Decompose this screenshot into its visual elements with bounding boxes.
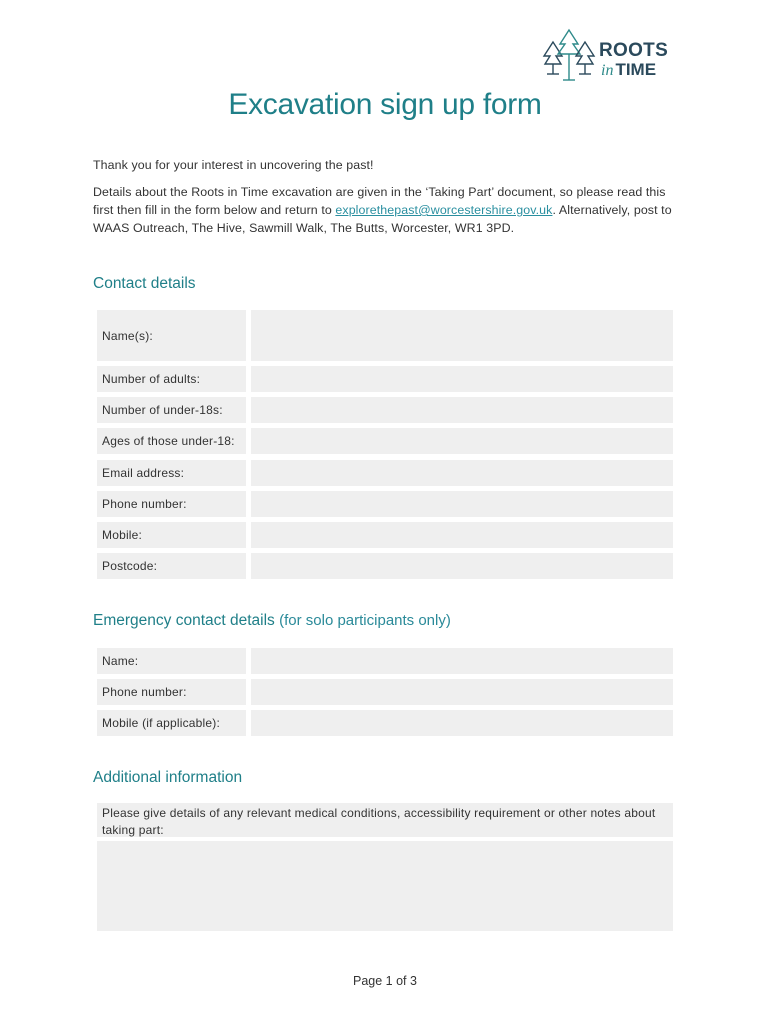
emergency-name-field[interactable] [251,648,673,674]
additional-info-prompt: Please give details of any relevant medical conditions, accessibility requirement or other notes about taking part: [97,803,673,837]
contact-row-email [97,460,673,486]
emergency-heading-text: Emergency contact details [93,612,275,629]
names-label: Name(s): [97,310,246,361]
contact-row-phone [97,491,673,517]
contact-row-ages [97,428,673,454]
logo-in-text: in [601,62,614,79]
page-title: Excavation sign up form [228,88,542,121]
intro-details-before: Details about the Roots in Time excavation are given in the ‘Taking Part’ document, so please read this first then fill in the form below and return to [93,185,666,217]
email-label: Email address: [97,460,246,486]
under18-label: Number of under-18s: [97,397,246,423]
contact-row-under18 [97,397,673,423]
logo-time-text: TIME [615,60,657,79]
page-number: Page 1 of 3 [353,974,417,988]
adults-field[interactable] [251,366,673,392]
logo-roots-text: ROOTS [599,40,669,61]
emergency-row-mobile [97,710,673,736]
contact-row-mobile [97,522,673,548]
email-link[interactable]: explorethepast@worcestershire.gov.uk [335,203,553,217]
emergency-phone-field[interactable] [251,679,673,705]
intro-details [93,183,688,237]
emergency-name-label: Name: [97,648,246,674]
logo-in-time-text [601,60,656,80]
emergency-phone-label: Phone number: [97,679,246,705]
intro-thanks: Thank you for your interest in uncovering the past! [93,158,374,172]
contact-details-heading: Contact details [93,275,196,292]
tree-logo-icon [541,28,597,84]
mobile-field[interactable] [251,522,673,548]
under18-field[interactable] [251,397,673,423]
roots-in-time-logo [541,28,681,84]
postcode-field[interactable] [251,553,673,579]
phone-label: Phone number: [97,491,246,517]
additional-info-field[interactable] [97,841,673,931]
emergency-mobile-label: Mobile (if applicable): [97,710,246,736]
email-field[interactable] [251,460,673,486]
emergency-row-phone [97,679,673,705]
additional-info-heading: Additional information [93,769,243,786]
emergency-mobile-field[interactable] [251,710,673,736]
adults-label: Number of adults: [97,366,246,392]
ages-label: Ages of those under-18: [97,428,246,454]
emergency-row-name [97,648,673,674]
mobile-label: Mobile: [97,522,246,548]
ages-field[interactable] [251,428,673,454]
phone-field[interactable] [251,491,673,517]
postcode-label: Postcode: [97,553,246,579]
emergency-subheading: (for solo participants only) [279,612,451,629]
contact-row-adults [97,366,673,392]
names-field[interactable] [251,310,673,361]
intro-details-after: . Alternatively, post to WAAS Outreach, The Hive, Sawmill Walk, The Butts, Worcester, WR1 3PD. [93,203,672,235]
contact-row-postcode [97,553,673,579]
contact-row-names [97,310,673,361]
emergency-contact-heading [93,612,451,630]
